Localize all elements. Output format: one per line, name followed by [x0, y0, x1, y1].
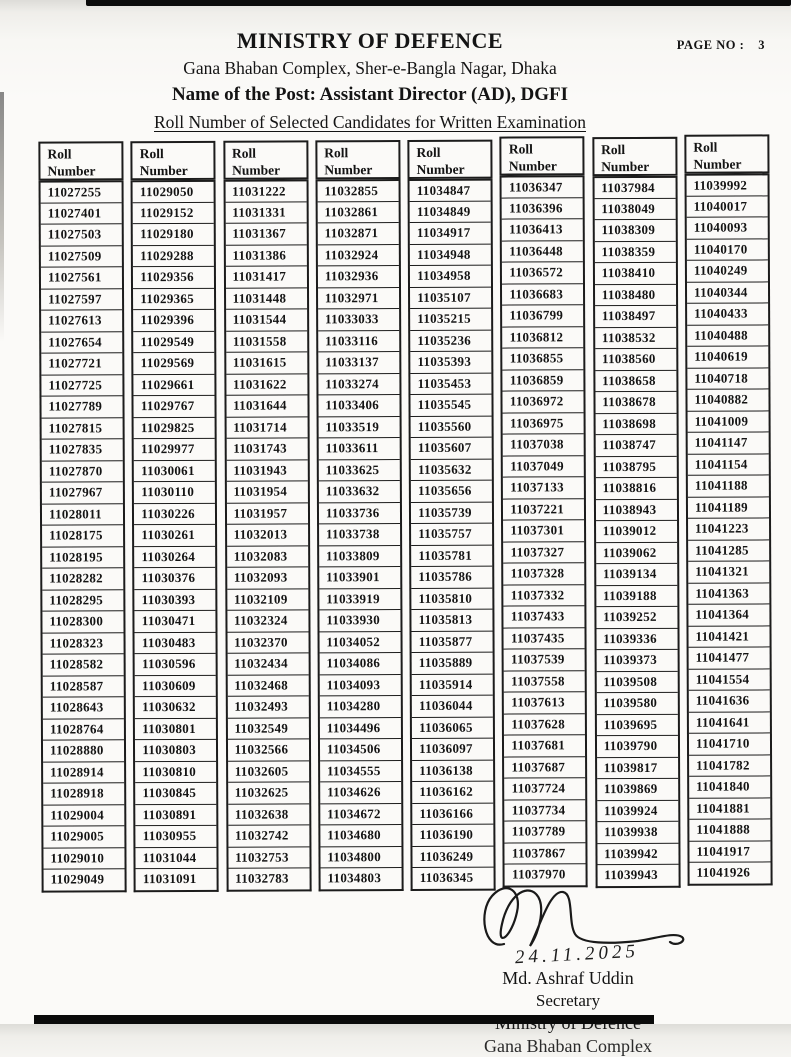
roll-number-cell: 11033137: [318, 351, 399, 373]
roll-number-cell: 11036975: [503, 412, 584, 434]
roll-number-cell: 11041285: [688, 539, 769, 561]
roll-number-cell: 11041147: [688, 431, 769, 453]
roll-number-cell: 11032083: [227, 545, 308, 567]
roll-number-cell: 11029010: [43, 847, 124, 869]
roll-number-cell: 11037301: [503, 519, 584, 541]
roll-number-cell: 11036812: [503, 326, 584, 348]
roll-number-cell: 11030264: [134, 545, 215, 567]
roll-number-cell: 11037221: [503, 498, 584, 520]
roll-number-cell: 11036162: [412, 781, 493, 803]
roll-number-cell: 11027789: [41, 395, 122, 417]
roll-number-cell: 11036347: [502, 175, 583, 197]
roll-number-cell: 11041782: [689, 754, 770, 776]
roll-number-cell: 11039373: [596, 649, 677, 671]
roll-number-cell: 11028582: [43, 653, 124, 675]
roll-number-cell: 11033736: [319, 502, 400, 524]
roll-number-cell: 11034555: [320, 760, 401, 782]
roll-number-cell: 11037613: [504, 691, 585, 713]
roll-number-cell: 11035560: [411, 415, 492, 437]
roll-number-cell: 11030891: [136, 803, 217, 825]
roll-number-cell: 11031558: [226, 330, 307, 352]
roll-number-cell: 11040249: [687, 259, 768, 281]
roll-number-cell: 11032566: [228, 738, 309, 760]
roll-number-cell: 11037687: [504, 756, 585, 778]
roll-number-cell: 11036138: [412, 759, 493, 781]
roll-number-cell: 11029005: [43, 825, 124, 847]
roll-number-cell: 11034917: [410, 222, 491, 244]
roll-number-cell: 11036448: [502, 240, 583, 262]
roll-number-cell: 11035215: [410, 308, 491, 330]
roll-number-cell: 11036855: [503, 347, 584, 369]
roll-number-cell: 11035107: [410, 286, 491, 308]
roll-number-cell: 11031417: [225, 265, 306, 287]
roll-number-cell: 11027597: [41, 288, 122, 310]
roll-number-cell: 11032742: [228, 824, 309, 846]
roll-number-cell: 11031331: [225, 201, 306, 223]
roll-number-cell: 11037539: [504, 648, 585, 670]
roll-number-cell: 11038678: [595, 391, 676, 413]
cutoff-footer-line: Gana Bhaban Complex: [484, 1036, 652, 1056]
roll-number-cell: 11030803: [135, 739, 216, 761]
roll-number-cell: 11035889: [412, 652, 493, 674]
roll-number-cell: 11039508: [596, 670, 677, 692]
roll-number-cell: 11035757: [411, 523, 492, 545]
post-name-line: Name of the Post: Assistant Director (AD), DGFI: [171, 84, 569, 105]
roll-number-cell: 11036345: [413, 867, 494, 889]
roll-number-cell: 11037038: [503, 433, 584, 455]
roll-number-cell: 11028175: [42, 524, 123, 546]
roll-number-cell: 11035813: [412, 609, 493, 631]
roll-number-cell: 11041926: [689, 861, 770, 883]
roll-number-cell: 11032493: [227, 695, 308, 717]
roll-number-cell: 11041840: [689, 775, 770, 797]
roll-number-cell: 11039942: [597, 842, 678, 864]
roll-number-cell: 11032638: [228, 803, 309, 825]
roll-number-cell: 11039992: [686, 173, 767, 195]
roll-number-cell: 11037984: [594, 176, 675, 198]
roll-number-cell: 11030110: [134, 481, 215, 503]
roll-number-cell: 11027721: [41, 352, 122, 374]
roll-number-cell: 11038410: [595, 262, 676, 284]
roll-number-cell: 11032093: [227, 566, 308, 588]
roll-number-cell: 11030632: [135, 696, 216, 718]
roll-number-cell: 11034052: [319, 631, 400, 653]
roll-number-cell: 11035545: [411, 394, 492, 416]
roll-number-cell: 11032783: [228, 867, 309, 889]
roll-number-cell: 11030471: [135, 610, 216, 632]
roll-number-cell: 11032109: [227, 588, 308, 610]
roll-number-cell: 11041888: [689, 818, 770, 840]
roll-number-cell: 11030596: [135, 653, 216, 675]
roll-number-cell: 11032434: [227, 652, 308, 674]
roll-number-cell: 11031644: [226, 394, 307, 416]
roll-number-cell: 11037328: [504, 562, 585, 584]
roll-number-cell: 11030609: [135, 674, 216, 696]
roll-number-cell: 11033930: [319, 609, 400, 631]
roll-number-cell: 11041917: [689, 840, 770, 862]
roll-number-cell: 11039869: [597, 778, 678, 800]
roll-number-cell: 11030393: [135, 588, 216, 610]
roll-number-cell: 11037327: [504, 541, 585, 563]
roll-number-cell: 11039062: [596, 541, 677, 563]
roll-number-cell: 11027654: [41, 331, 122, 353]
roll-number-cell: 11039252: [596, 606, 677, 628]
roll-number-cell: 11041636: [689, 689, 770, 711]
roll-number-cell: 11029977: [134, 438, 215, 460]
roll-number-cell: 11031222: [225, 179, 306, 201]
roll-number-cell: 11033919: [319, 588, 400, 610]
roll-number-cell: 11032370: [227, 631, 308, 653]
roll-number-cell: 11029050: [133, 180, 214, 202]
roll-number-cell: 11033632: [319, 480, 400, 502]
roll-number-cell: 11037724: [505, 777, 586, 799]
roll-number-cell: 11038795: [595, 455, 676, 477]
roll-number-cell: 11041009: [688, 410, 769, 432]
roll-number-cell: 11038560: [595, 348, 676, 370]
roll-number-cell: 11031743: [226, 437, 307, 459]
roll-number-cell: 11035453: [411, 372, 492, 394]
roll-column: [684, 134, 772, 885]
roll-number-cell: 11031386: [225, 244, 306, 266]
roll-number-cell: 11032549: [227, 717, 308, 739]
roll-number-cell: 11034086: [319, 652, 400, 674]
roll-number-cell: 11041421: [688, 625, 769, 647]
roll-number-cell: 11040619: [687, 345, 768, 367]
roll-number-cell: 11037433: [504, 605, 585, 627]
roll-number-cell: 11041641: [689, 711, 770, 733]
roll-number-cell: 11041188: [688, 474, 769, 496]
roll-number-cell: 11040488: [687, 324, 768, 346]
roll-number-cell: 11040718: [687, 367, 768, 389]
roll-number-cell: 11035739: [411, 501, 492, 523]
roll-column: [407, 140, 495, 891]
roll-number-cell: 11034803: [320, 867, 401, 889]
roll-number-cell: 11036249: [413, 845, 494, 867]
roll-number-cell: 11032605: [228, 760, 309, 782]
roll-number-cell: 11038943: [596, 498, 677, 520]
roll-number-cell: 11039817: [597, 756, 678, 778]
roll-number-cell: 11031615: [226, 351, 307, 373]
roll-number-cell: 11036044: [412, 695, 493, 717]
roll-number-cell: 11035781: [411, 544, 492, 566]
roll-number-cell: 11032871: [318, 222, 399, 244]
roll-number-cell: 11034958: [410, 265, 491, 287]
roll-number-cell: 11032855: [317, 179, 398, 201]
roll-column: [131, 141, 219, 892]
roll-column-header: Roll Number: [500, 136, 585, 175]
roll-number-cell: 11035914: [412, 673, 493, 695]
page-title: MINISTRY OF DEFENCE: [236, 28, 504, 53]
roll-number-table: [38, 138, 772, 892]
roll-number-cell: 11036413: [502, 218, 583, 240]
roll-number-cell: 11032324: [227, 609, 308, 631]
roll-number-cell: 11029661: [134, 373, 215, 395]
roll-number-cell: 11032924: [318, 244, 399, 266]
roll-number-cell: 11035393: [410, 351, 491, 373]
roll-number-cell: 11038698: [595, 412, 676, 434]
roll-number-cell: 11036972: [503, 390, 584, 412]
roll-number-cell: 11036683: [502, 283, 583, 305]
roll-number-cell: 11036859: [503, 369, 584, 391]
roll-number-cell: 11036166: [412, 802, 493, 824]
roll-number-cell: 11038359: [594, 240, 675, 262]
roll-number-cell: 11037049: [503, 455, 584, 477]
roll-number-cell: 11028880: [43, 739, 124, 761]
address-line: Gana Bhaban Complex, Sher-e-Bangla Nagar, Dhaka: [183, 58, 557, 78]
roll-number-cell: 11029767: [134, 395, 215, 417]
roll-number-cell: 11028643: [43, 696, 124, 718]
roll-number-cell: 11036190: [412, 824, 493, 846]
roll-number-cell: 11027815: [42, 417, 123, 439]
roll-number-cell: 11027561: [41, 266, 122, 288]
roll-number-cell: 11037435: [504, 627, 585, 649]
roll-number-cell: 11027401: [41, 202, 122, 224]
roll-number-cell: 11041223: [688, 517, 769, 539]
roll-number-cell: 11031954: [226, 480, 307, 502]
roll-number-cell: 11034800: [320, 846, 401, 868]
roll-number-cell: 11027835: [42, 438, 123, 460]
signatory-designation: Secretary: [535, 991, 601, 1010]
roll-number-cell: 11029569: [134, 352, 215, 374]
scan-artifact-bottom-bar: [34, 1015, 654, 1024]
roll-number-cell: 11034093: [320, 674, 401, 696]
roll-number-cell: 11032013: [227, 523, 308, 545]
roll-number-cell: 11029356: [133, 266, 214, 288]
scan-artifact-top-bar: [86, 0, 791, 6]
roll-number-cell: 11031957: [227, 502, 308, 524]
roll-number-cell: 11038049: [594, 197, 675, 219]
roll-number-cell: 11034506: [320, 738, 401, 760]
roll-number-cell: 11030226: [134, 502, 215, 524]
roll-number-cell: 11028282: [42, 567, 123, 589]
roll-number-cell: 11041189: [688, 496, 769, 518]
roll-column-header: Roll Number: [592, 137, 677, 176]
roll-number-cell: 11030061: [134, 459, 215, 481]
roll-number-cell: 11034680: [320, 824, 401, 846]
roll-number-cell: 11033809: [319, 545, 400, 567]
roll-number-cell: 11037628: [504, 713, 585, 735]
roll-number-cell: 11033406: [318, 394, 399, 416]
roll-number-cell: 11036572: [502, 261, 583, 283]
roll-number-cell: 11039580: [596, 692, 677, 714]
signatory-name: Md. Ashraf Uddin: [502, 968, 634, 988]
roll-number-cell: 11028300: [42, 610, 123, 632]
roll-number-cell: 11037558: [504, 670, 585, 692]
roll-number-cell: 11031714: [226, 416, 307, 438]
roll-number-cell: 11030810: [135, 760, 216, 782]
page-number-label: PAGE NO :: [676, 38, 745, 52]
roll-number-cell: 11033901: [319, 566, 400, 588]
roll-column-header: Roll Number: [407, 140, 492, 179]
roll-number-cell: 11033738: [319, 523, 400, 545]
roll-number-cell: 11040093: [687, 216, 768, 238]
roll-number-cell: 11038532: [595, 326, 676, 348]
roll-column: [38, 141, 126, 892]
roll-number-cell: 11028764: [43, 718, 124, 740]
roll-number-cell: 11038747: [595, 434, 676, 456]
roll-number-cell: 11041881: [689, 797, 770, 819]
roll-number-cell: 11038658: [595, 369, 676, 391]
roll-number-cell: 11039134: [596, 563, 677, 585]
roll-number-cell: 11035607: [411, 437, 492, 459]
roll-number-cell: 11027613: [41, 309, 122, 331]
roll-number-cell: 11029396: [133, 309, 214, 331]
roll-number-cell: 11034496: [320, 717, 401, 739]
roll-number-cell: 11030955: [136, 825, 217, 847]
roll-number-cell: 11028195: [42, 546, 123, 568]
roll-number-cell: 11037970: [505, 863, 586, 885]
roll-number-cell: 11033274: [318, 373, 399, 395]
roll-number-cell: 11037332: [504, 584, 585, 606]
roll-number-cell: 11031448: [226, 287, 307, 309]
roll-number-cell: 11034672: [320, 803, 401, 825]
roll-number-cell: 11033611: [319, 437, 400, 459]
roll-number-cell: 11035656: [411, 480, 492, 502]
roll-number-cell: 11040882: [687, 388, 768, 410]
roll-number-cell: 11039938: [597, 821, 678, 843]
roll-number-cell: 11030845: [135, 782, 216, 804]
roll-number-cell: 11029049: [44, 868, 125, 890]
roll-number-cell: 11035632: [411, 458, 492, 480]
roll-number-cell: 11029365: [133, 287, 214, 309]
roll-number-cell: 11041477: [689, 646, 770, 668]
roll-number-cell: 11035877: [412, 630, 493, 652]
roll-column: [592, 137, 680, 888]
roll-column-header: Roll Number: [38, 141, 123, 180]
roll-number-cell: 11032625: [228, 781, 309, 803]
roll-number-cell: 11030801: [135, 717, 216, 739]
roll-column-header: Roll Number: [315, 140, 400, 179]
roll-number-cell: 11034847: [410, 179, 491, 201]
roll-number-cell: 11031544: [226, 308, 307, 330]
roll-number-cell: 11028918: [43, 782, 124, 804]
roll-number-cell: 11035810: [411, 587, 492, 609]
roll-number-cell: 11041364: [688, 603, 769, 625]
roll-number-cell: 11036396: [502, 197, 583, 219]
roll-number-cell: 11041363: [688, 582, 769, 604]
roll-number-cell: 11037133: [503, 476, 584, 498]
roll-number-cell: 11028295: [42, 589, 123, 611]
roll-number-cell: 11041710: [689, 732, 770, 754]
signature-date: 24.11.2025: [514, 940, 640, 969]
roll-number-cell: 11027725: [41, 374, 122, 396]
roll-number-cell: 11039012: [596, 520, 677, 542]
roll-number-cell: 11028323: [43, 632, 124, 654]
roll-number-cell: 11029152: [133, 201, 214, 223]
roll-number-cell: 11035236: [410, 329, 491, 351]
roll-number-cell: 11033519: [318, 416, 399, 438]
roll-number-cell: 11039188: [596, 584, 677, 606]
roll-number-cell: 11029004: [43, 804, 124, 826]
roll-number-cell: 11032936: [318, 265, 399, 287]
roll-number-cell: 11027255: [41, 180, 122, 202]
roll-column-header: Roll Number: [684, 134, 769, 173]
roll-number-cell: 11032468: [227, 674, 308, 696]
roll-number-cell: 11038480: [595, 283, 676, 305]
roll-number-cell: 11041154: [688, 453, 769, 475]
roll-number-cell: 11031943: [226, 459, 307, 481]
roll-column: [500, 136, 588, 887]
roll-number-cell: 11040344: [687, 281, 768, 303]
roll-number-cell: 11040170: [687, 238, 768, 260]
roll-number-cell: 11038309: [594, 219, 675, 241]
roll-number-cell: 11030483: [135, 631, 216, 653]
roll-number-cell: 11041554: [689, 668, 770, 690]
list-subtitle: Roll Number of Selected Candidates for Written Examination: [154, 112, 586, 132]
roll-number-cell: 11039695: [597, 713, 678, 735]
roll-number-cell: 11028587: [43, 675, 124, 697]
roll-number-cell: 11029549: [133, 330, 214, 352]
roll-number-cell: 11027967: [42, 481, 123, 503]
roll-number-cell: 11030376: [135, 567, 216, 589]
roll-number-cell: 11034948: [410, 243, 491, 265]
roll-number-cell: 11037734: [505, 799, 586, 821]
roll-number-cell: 11028011: [42, 503, 123, 525]
roll-number-cell: 11030261: [134, 524, 215, 546]
page-number-value: 3: [758, 38, 765, 52]
roll-number-cell: 11037867: [505, 842, 586, 864]
roll-column-header: Roll Number: [131, 141, 216, 180]
roll-number-cell: 11037681: [504, 734, 585, 756]
roll-number-cell: 11036799: [502, 304, 583, 326]
roll-number-cell: 11029180: [133, 223, 214, 245]
roll-number-cell: 11031091: [136, 868, 217, 890]
roll-number-cell: 11038497: [595, 305, 676, 327]
roll-number-cell: 11039924: [597, 799, 678, 821]
roll-number-cell: 11034849: [410, 200, 491, 222]
roll-number-cell: 11033116: [318, 330, 399, 352]
roll-number-cell: 11032753: [228, 846, 309, 868]
roll-number-cell: 11027870: [42, 460, 123, 482]
roll-number-cell: 11031622: [226, 373, 307, 395]
roll-number-cell: 11029825: [134, 416, 215, 438]
roll-number-cell: 11031367: [225, 222, 306, 244]
roll-number-cell: 11037789: [505, 820, 586, 842]
roll-number-cell: 11029288: [133, 244, 214, 266]
roll-number-cell: 11027503: [41, 223, 122, 245]
roll-number-cell: 11040017: [687, 195, 768, 217]
roll-number-cell: 11041321: [688, 560, 769, 582]
roll-number-cell: 11027509: [41, 245, 122, 267]
roll-number-cell: 11032971: [318, 287, 399, 309]
roll-column: [223, 140, 311, 891]
roll-number-cell: 11033625: [319, 459, 400, 481]
roll-number-cell: 11036097: [412, 738, 493, 760]
roll-number-cell: 11039336: [596, 627, 677, 649]
roll-number-cell: 11033033: [318, 308, 399, 330]
roll-number-cell: 11032861: [317, 201, 398, 223]
roll-number-cell: 11039790: [597, 735, 678, 757]
roll-number-cell: 11040433: [687, 302, 768, 324]
roll-number-cell: 11035786: [411, 566, 492, 588]
roll-number-cell: 11034280: [320, 695, 401, 717]
roll-column-header: Roll Number: [223, 140, 308, 179]
roll-number-cell: 11036065: [412, 716, 493, 738]
roll-number-cell: 11031044: [136, 846, 217, 868]
roll-column: [315, 140, 403, 891]
roll-number-cell: 11039943: [597, 864, 678, 886]
roll-number-cell: 11038816: [596, 477, 677, 499]
roll-number-cell: 11034626: [320, 781, 401, 803]
roll-number-cell: 11028914: [43, 761, 124, 783]
